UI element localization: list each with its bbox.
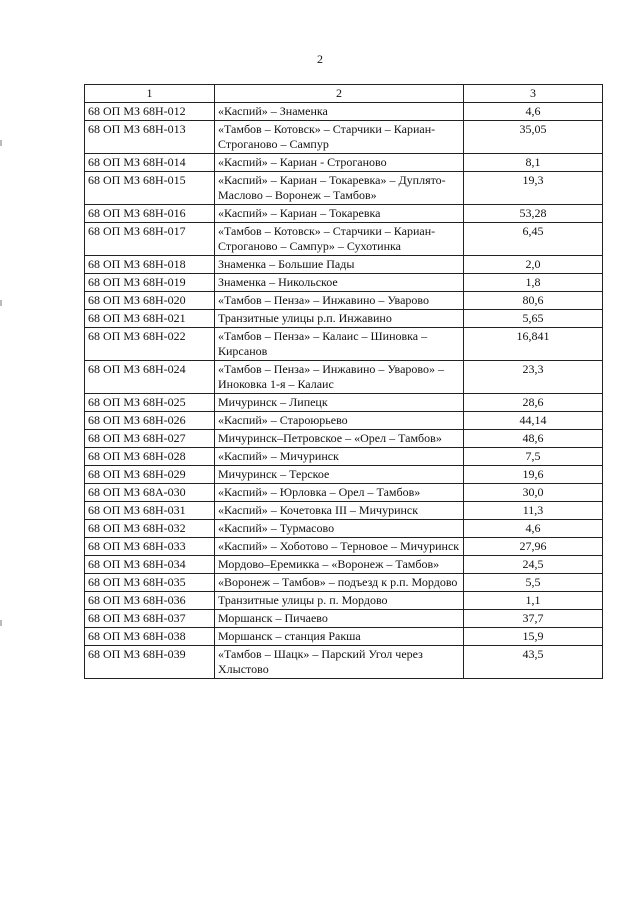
scan-edge-mark: [0, 300, 2, 306]
road-route-cell: «Каспий» – Знаменка: [215, 103, 464, 121]
table-row: [85, 256, 603, 274]
table-row: [85, 466, 603, 484]
road-code-cell: 68 ОП МЗ 68Н-031: [85, 502, 215, 520]
table-row: [85, 274, 603, 292]
roads-table: [84, 84, 603, 679]
road-code-cell: 68 ОП МЗ 68Н-022: [85, 328, 215, 361]
road-route-cell: Мичуринск–Петровское – «Орел – Тамбов»: [215, 430, 464, 448]
road-route-cell: «Воронеж – Тамбов» – подъезд к р.п. Мордово: [215, 574, 464, 592]
scan-edge-mark: [0, 140, 2, 146]
road-length-cell: 1,1: [464, 592, 603, 610]
table-row: [85, 328, 603, 361]
road-route-cell: «Тамбов – Шацк» – Парский Угол через Хлыстово: [215, 646, 464, 679]
road-code-cell: 68 ОП МЗ 68Н-039: [85, 646, 215, 679]
road-length-cell: 6,45: [464, 223, 603, 256]
road-length-cell: 37,7: [464, 610, 603, 628]
road-code-cell: 68 ОП МЗ 68Н-029: [85, 466, 215, 484]
road-code-cell: 68 ОП МЗ 68Н-018: [85, 256, 215, 274]
road-route-cell: «Тамбов – Пенза» – Калаис – Шиновка – Кирсанов: [215, 328, 464, 361]
road-length-cell: 44,14: [464, 412, 603, 430]
road-code-cell: 68 ОП МЗ 68Н-035: [85, 574, 215, 592]
road-length-cell: 1,8: [464, 274, 603, 292]
road-length-cell: 80,6: [464, 292, 603, 310]
table-row: [85, 310, 603, 328]
road-route-cell: Мичуринск – Терское: [215, 466, 464, 484]
table-row: [85, 394, 603, 412]
road-code-cell: 68 ОП МЗ 68Н-015: [85, 172, 215, 205]
road-code-cell: 68 ОП МЗ 68Н-019: [85, 274, 215, 292]
road-length-cell: 16,841: [464, 328, 603, 361]
road-route-cell: «Каспий» – Турмасово: [215, 520, 464, 538]
table-row: [85, 121, 603, 154]
table-row: [85, 628, 603, 646]
road-code-cell: 68 ОП МЗ 68Н-021: [85, 310, 215, 328]
road-route-cell: Транзитные улицы р. п. Мордово: [215, 592, 464, 610]
road-length-cell: 7,5: [464, 448, 603, 466]
road-length-cell: 28,6: [464, 394, 603, 412]
road-route-cell: Моршанск – Пичаево: [215, 610, 464, 628]
road-length-cell: 8,1: [464, 154, 603, 172]
road-route-cell: Мичуринск – Липецк: [215, 394, 464, 412]
table-row: [85, 292, 603, 310]
road-route-cell: «Каспий» – Кариан – Токаревка» – Дуплято-Маслово – Воронеж – Тамбов»: [215, 172, 464, 205]
road-length-cell: 43,5: [464, 646, 603, 679]
road-length-cell: 4,6: [464, 103, 603, 121]
table-row: [85, 646, 603, 679]
road-route-cell: «Каспий» – Кариан - Строганово: [215, 154, 464, 172]
table-row: [85, 103, 603, 121]
road-length-cell: 27,96: [464, 538, 603, 556]
road-code-cell: 68 ОП МЗ 68А-030: [85, 484, 215, 502]
road-route-cell: «Каспий» – Хоботово – Терновое – Мичуринск: [215, 538, 464, 556]
column-header: 3: [464, 85, 603, 103]
table-row: [85, 610, 603, 628]
table-row: [85, 520, 603, 538]
table-row: [85, 448, 603, 466]
road-length-cell: 19,6: [464, 466, 603, 484]
road-length-cell: 53,28: [464, 205, 603, 223]
table-row: [85, 412, 603, 430]
road-code-cell: 68 ОП МЗ 68Н-032: [85, 520, 215, 538]
road-route-cell: «Каспий» – Кариан – Токаревка: [215, 205, 464, 223]
road-length-cell: 48,6: [464, 430, 603, 448]
table-row: [85, 361, 603, 394]
page-number: 2: [317, 52, 323, 66]
road-code-cell: 68 ОП МЗ 68Н-024: [85, 361, 215, 394]
road-length-cell: 24,5: [464, 556, 603, 574]
road-route-cell: «Каспий» – Мичуринск: [215, 448, 464, 466]
road-route-cell: «Тамбов – Пенза» – Инжавино – Уварово» – Иноковка 1-я – Калаис: [215, 361, 464, 394]
road-route-cell: «Тамбов – Пенза» – Инжавино – Уварово: [215, 292, 464, 310]
road-route-cell: «Каспий» – Юрловка – Орел – Тамбов»: [215, 484, 464, 502]
road-code-cell: 68 ОП МЗ 68Н-020: [85, 292, 215, 310]
column-header: 1: [85, 85, 215, 103]
road-code-cell: 68 ОП МЗ 68Н-028: [85, 448, 215, 466]
road-length-cell: 11,3: [464, 502, 603, 520]
road-code-cell: 68 ОП МЗ 68Н-038: [85, 628, 215, 646]
road-code-cell: 68 ОП МЗ 68Н-034: [85, 556, 215, 574]
road-code-cell: 68 ОП МЗ 68Н-013: [85, 121, 215, 154]
table-row: [85, 430, 603, 448]
road-code-cell: 68 ОП МЗ 68Н-017: [85, 223, 215, 256]
road-length-cell: 23,3: [464, 361, 603, 394]
road-length-cell: 15,9: [464, 628, 603, 646]
road-length-cell: 35,05: [464, 121, 603, 154]
road-route-cell: Моршанск – станция Ракша: [215, 628, 464, 646]
road-length-cell: 5,5: [464, 574, 603, 592]
table-row: [85, 172, 603, 205]
road-code-cell: 68 ОП МЗ 68Н-036: [85, 592, 215, 610]
scan-edge-mark: [0, 620, 2, 626]
table-row: [85, 205, 603, 223]
road-route-cell: Мордово–Еремикка – «Воронеж – Тамбов»: [215, 556, 464, 574]
road-length-cell: 5,65: [464, 310, 603, 328]
table-row: [85, 556, 603, 574]
table-row: [85, 484, 603, 502]
road-code-cell: 68 ОП МЗ 68Н-037: [85, 610, 215, 628]
table-row: [85, 154, 603, 172]
road-route-cell: «Тамбов – Котовск» – Старчики – Кариан-Строганово – Сампур: [215, 121, 464, 154]
road-length-cell: 2,0: [464, 256, 603, 274]
road-route-cell: «Каспий» – Староюрьево: [215, 412, 464, 430]
road-route-cell: Знаменка – Большие Пады: [215, 256, 464, 274]
road-code-cell: 68 ОП МЗ 68Н-027: [85, 430, 215, 448]
road-code-cell: 68 ОП МЗ 68Н-025: [85, 394, 215, 412]
road-code-cell: 68 ОП МЗ 68Н-026: [85, 412, 215, 430]
table-row: [85, 502, 603, 520]
road-length-cell: 30,0: [464, 484, 603, 502]
table-row: [85, 574, 603, 592]
table-row: [85, 223, 603, 256]
road-length-cell: 4,6: [464, 520, 603, 538]
column-header: 2: [215, 85, 464, 103]
road-route-cell: Транзитные улицы р.п. Инжавино: [215, 310, 464, 328]
road-route-cell: «Тамбов – Котовск» – Старчики – Кариан-Строганово – Сампур» – Сухотинка: [215, 223, 464, 256]
road-code-cell: 68 ОП МЗ 68Н-033: [85, 538, 215, 556]
table-row: [85, 538, 603, 556]
road-code-cell: 68 ОП МЗ 68Н-012: [85, 103, 215, 121]
road-length-cell: 19,3: [464, 172, 603, 205]
road-route-cell: Знаменка – Никольское: [215, 274, 464, 292]
road-code-cell: 68 ОП МЗ 68Н-016: [85, 205, 215, 223]
table-header-row: [85, 85, 603, 103]
table-row: [85, 592, 603, 610]
road-route-cell: «Каспий» – Кочетовка III – Мичуринск: [215, 502, 464, 520]
road-code-cell: 68 ОП МЗ 68Н-014: [85, 154, 215, 172]
